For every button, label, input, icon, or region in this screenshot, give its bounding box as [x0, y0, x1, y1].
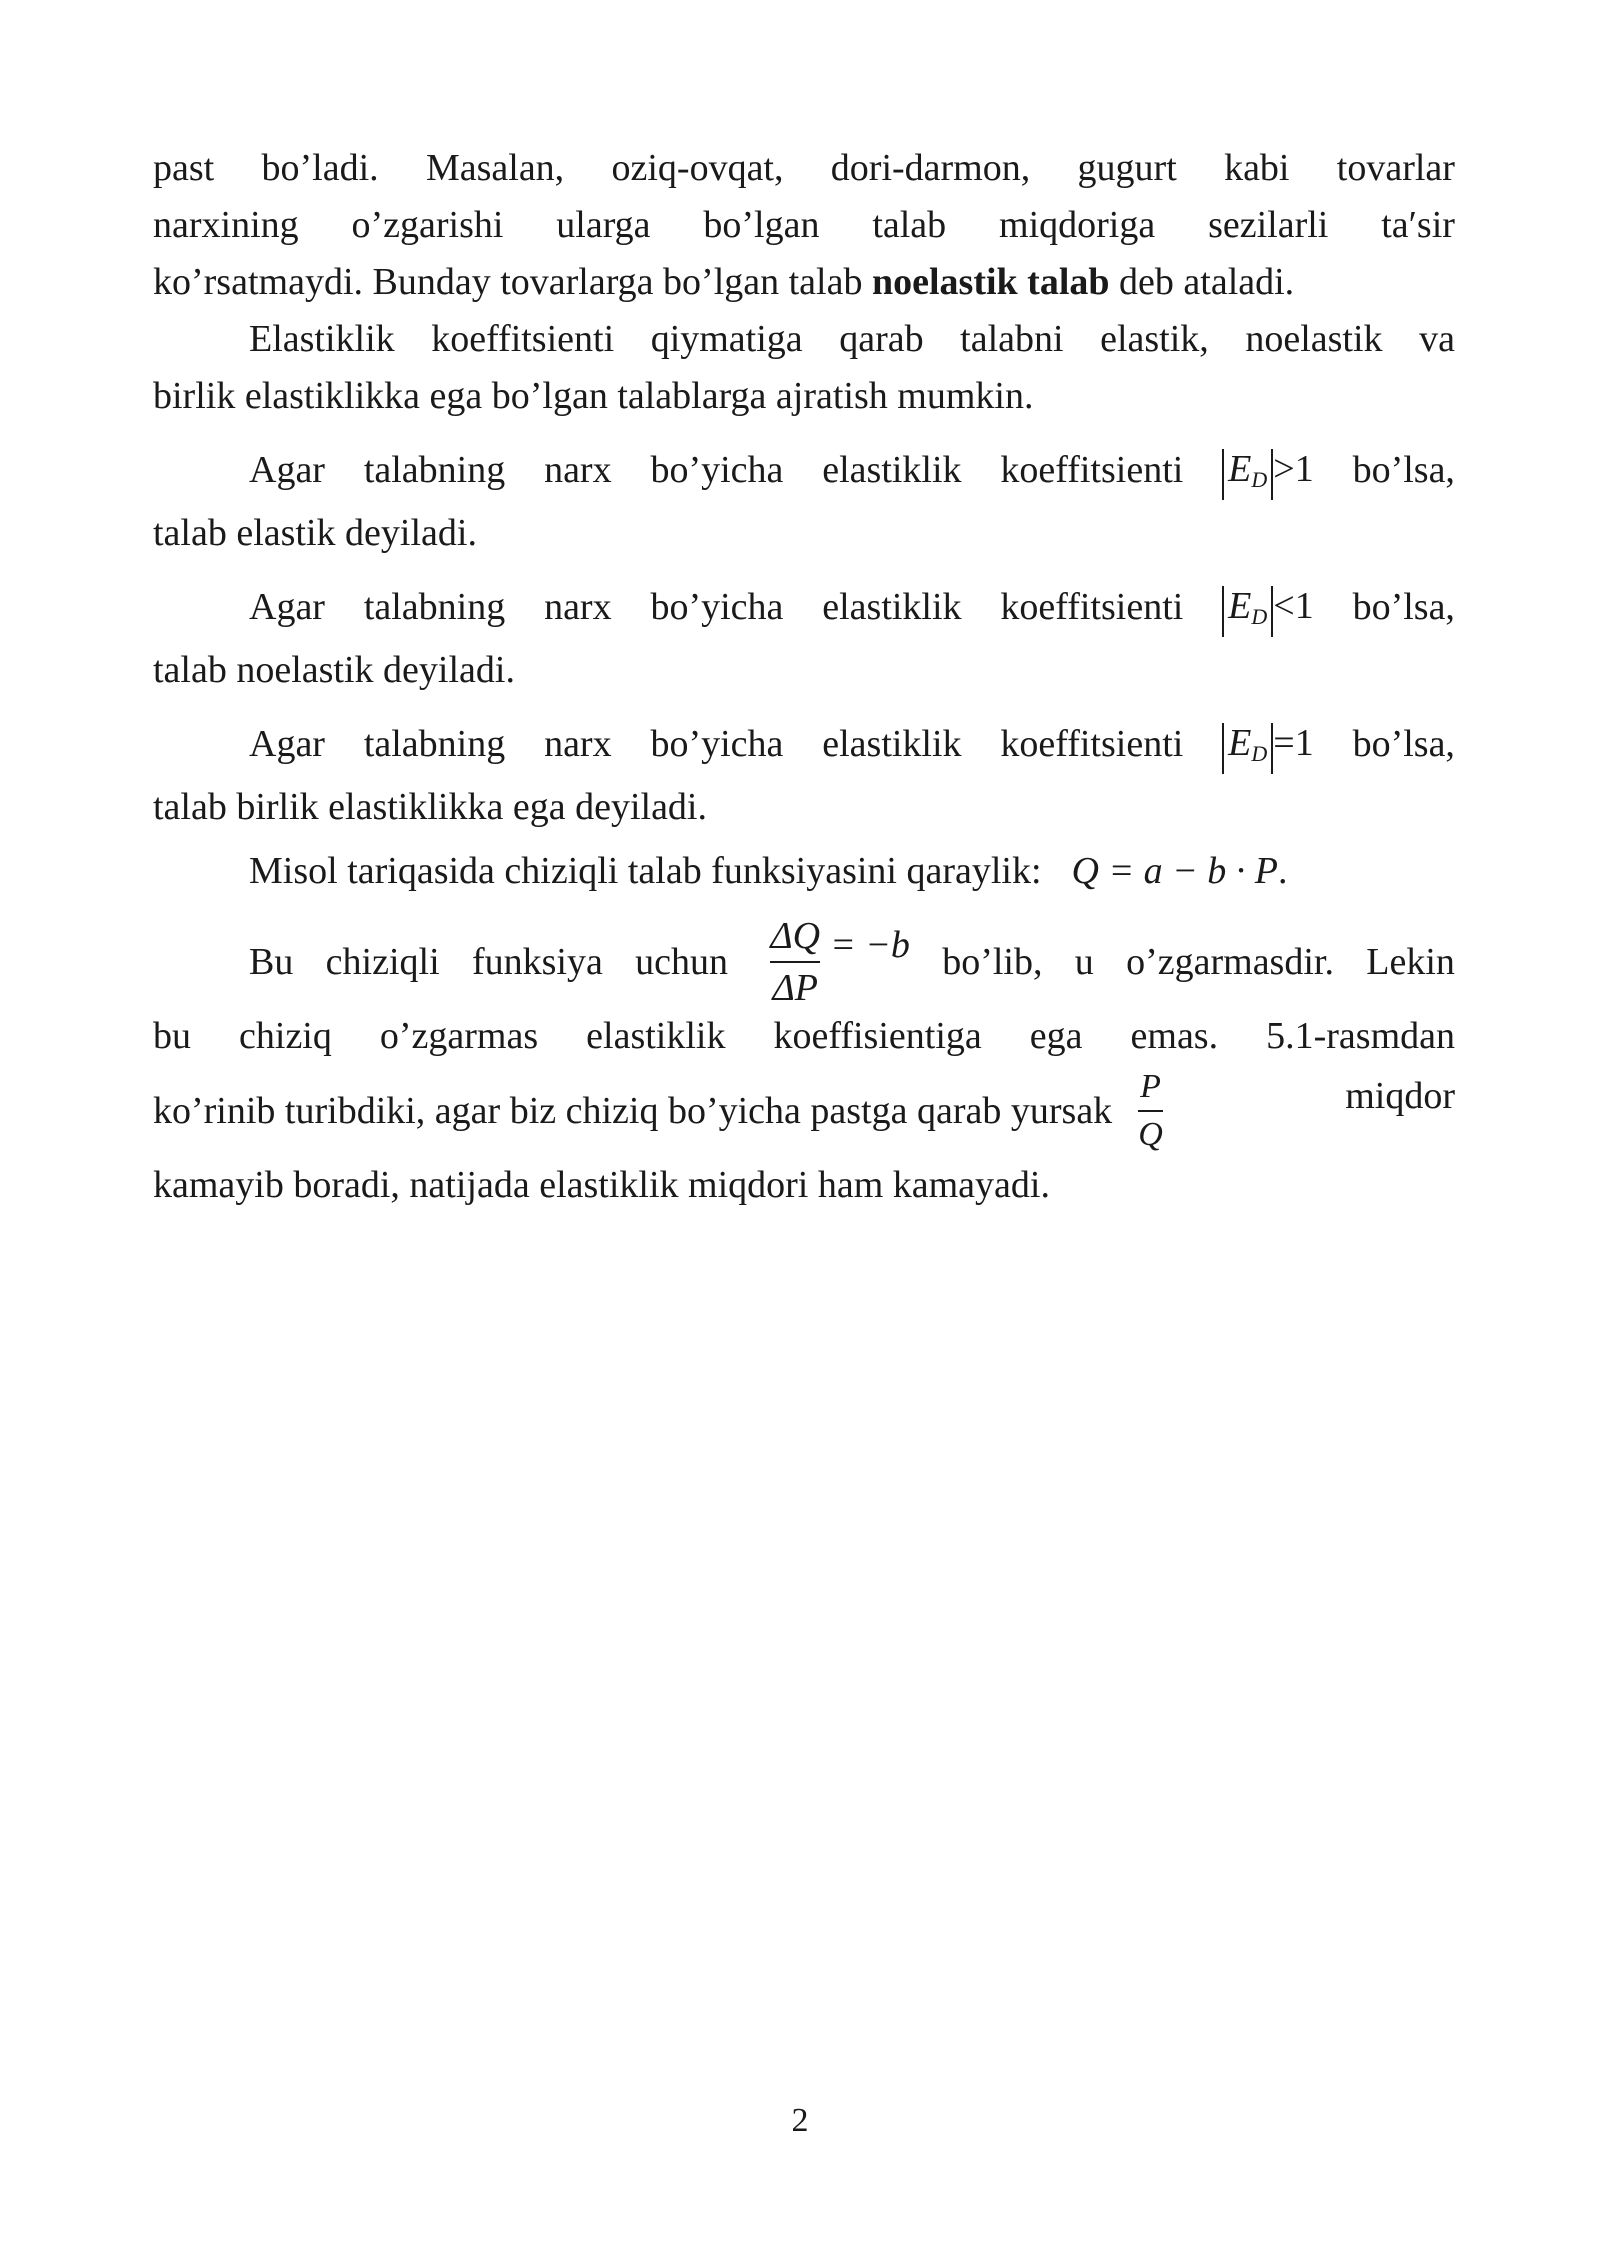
fraction-numerator: ΔQ	[770, 915, 821, 957]
formula-subscript: D	[1251, 740, 1268, 766]
fraction-rhs: = −b	[830, 923, 910, 966]
word: va	[1419, 318, 1455, 360]
text-line: talab noelastik deyiladi.	[153, 649, 515, 691]
absolute-value	[1222, 449, 1273, 500]
word: koeffisientiga	[773, 1015, 982, 1057]
word: talabning	[363, 722, 506, 765]
word: funksiya	[471, 940, 603, 983]
linear-line-1	[153, 916, 1455, 1008]
word: elastik,	[1100, 318, 1209, 360]
condition-inelastic-line-2	[153, 642, 1455, 699]
text-line: talab elastik deyiladi.	[153, 512, 477, 554]
formula-relation: >1	[1273, 447, 1314, 490]
paragraph-1-line-1	[153, 140, 1455, 197]
formula-variable: E	[1228, 584, 1252, 627]
condition-elastic-line-2	[153, 505, 1455, 562]
word: bu	[153, 1015, 191, 1057]
fraction-denominator: ΔP	[772, 967, 818, 1009]
word: u	[1074, 940, 1094, 983]
word: elastiklik	[822, 448, 962, 491]
word: qiymatiga	[650, 318, 803, 360]
word: gugurt	[1077, 147, 1177, 189]
word: talabni	[960, 318, 1064, 360]
word: bo’yicha	[650, 448, 784, 491]
paragraph-1-line-3	[153, 254, 1455, 311]
formula-subscript: D	[1251, 466, 1268, 492]
word: o’zgarishi	[351, 204, 504, 246]
word: kabi	[1224, 147, 1290, 189]
condition-unit-line-1	[153, 709, 1455, 779]
word: koeffitsienti	[1000, 448, 1184, 491]
word: bo’lsa,	[1352, 585, 1455, 628]
word: ta′sir	[1381, 204, 1455, 246]
word: Agar	[249, 448, 325, 491]
word: bo’yicha	[650, 722, 784, 765]
demand-function-formula: Q = a − b · P	[1071, 849, 1278, 892]
condition-inelastic-line-1	[153, 572, 1455, 642]
word: bo’lib,	[942, 940, 1043, 983]
elasticity-formula	[1222, 578, 1314, 637]
word: talabning	[363, 585, 506, 628]
paragraph-2-line-2	[153, 368, 1455, 425]
word: dori-darmon,	[830, 147, 1031, 189]
condition-unit-line-2	[153, 779, 1455, 836]
word: qarab	[839, 318, 924, 360]
word: koeffitsienti	[1000, 585, 1184, 628]
word: o’zgarmas	[379, 1015, 539, 1057]
fraction-bar	[770, 961, 820, 963]
word: Agar	[249, 722, 325, 765]
elasticity-formula	[1222, 441, 1314, 500]
formula-relation: =1	[1273, 721, 1314, 764]
page-number: 2	[791, 2102, 809, 2139]
text-segment: ko’rinib turibdiki, agar biz chiziq bo’yicha pastga qarab yursak	[153, 1089, 1113, 1132]
linear-line-2	[153, 1008, 1455, 1065]
word: Masalan,	[425, 147, 565, 189]
formula-variable: E	[1228, 721, 1252, 764]
slope-fraction	[770, 914, 820, 1010]
word: elastiklik	[586, 1015, 726, 1057]
linear-line-4	[153, 1157, 1455, 1214]
fraction-bar	[1138, 1110, 1163, 1112]
text-segment: ko’rsatmaydi. Bunday tovarlarga bo’lgan talab	[153, 261, 872, 303]
word: Lekin	[1366, 940, 1455, 983]
word: oziq-ovqat,	[611, 147, 784, 189]
bold-term: noelastik talab	[871, 261, 1110, 303]
word: tovarlar	[1336, 147, 1455, 189]
text-segment: deb ataladi.	[1109, 261, 1295, 303]
word: Agar	[249, 585, 325, 628]
formula-relation: <1	[1273, 584, 1314, 627]
word: Elastiklik	[249, 318, 395, 360]
slope-formula	[760, 914, 910, 1010]
word: sezilarli	[1208, 204, 1329, 246]
linear-line-3	[153, 1065, 1455, 1157]
word: talab	[872, 204, 947, 246]
word: koeffitsienti	[431, 318, 615, 360]
elasticity-formula	[1222, 715, 1314, 774]
absolute-value	[1222, 723, 1273, 774]
word: ega	[1029, 1015, 1083, 1057]
word: bo’lgan	[703, 204, 820, 246]
word: elastiklik	[822, 585, 962, 628]
formula-subscript: D	[1251, 603, 1268, 629]
word: narxining	[153, 204, 299, 246]
word: narx	[544, 585, 612, 628]
page-body	[153, 140, 1455, 1214]
word: bo’ladi.	[261, 147, 379, 189]
word: koeffitsienti	[1000, 722, 1184, 765]
example-line	[153, 836, 1455, 906]
fraction-denominator: Q	[1138, 1116, 1163, 1153]
word: bo’yicha	[650, 585, 784, 628]
absolute-value	[1222, 586, 1273, 637]
word: past	[153, 147, 215, 189]
text-segment: Misol tariqasida chiziqli talab funksiyasini qaraylik:	[249, 849, 1042, 892]
word: elastiklik	[822, 722, 962, 765]
word: uchun	[635, 940, 729, 983]
text-line: talab birlik elastiklikka ega deyiladi.	[153, 786, 707, 828]
punctuation: .	[1278, 849, 1288, 892]
formula-variable: E	[1228, 447, 1252, 490]
paragraph-2-line-1	[153, 311, 1455, 368]
word: noelastik	[1245, 318, 1383, 360]
word: chiziq	[239, 1015, 332, 1057]
text-line: birlik elastiklikka ega bo’lgan talablarga ajratish mumkin.	[153, 375, 1034, 417]
word: talabning	[363, 448, 506, 491]
word: chiziqli	[325, 940, 440, 983]
word: miqdoriga	[999, 204, 1156, 246]
word: bo’lsa,	[1352, 448, 1455, 491]
word: bo’lsa,	[1352, 722, 1455, 765]
price-quantity-ratio	[1138, 1067, 1163, 1155]
fraction-numerator: P	[1140, 1068, 1161, 1105]
word: narx	[544, 722, 612, 765]
word: miqdor	[1345, 1074, 1455, 1117]
text-line: kamayib boradi, natijada elastiklik miqdori ham kamayadi.	[153, 1164, 1050, 1206]
word: Bu	[249, 940, 294, 983]
paragraph-1-line-2	[153, 197, 1455, 254]
word: narx	[544, 448, 612, 491]
word: o’zgarmasdir.	[1126, 940, 1334, 983]
word: 5.1-rasmdan	[1266, 1015, 1455, 1057]
word: ularga	[556, 204, 651, 246]
condition-elastic-line-1	[153, 435, 1455, 505]
word: emas.	[1130, 1015, 1219, 1057]
